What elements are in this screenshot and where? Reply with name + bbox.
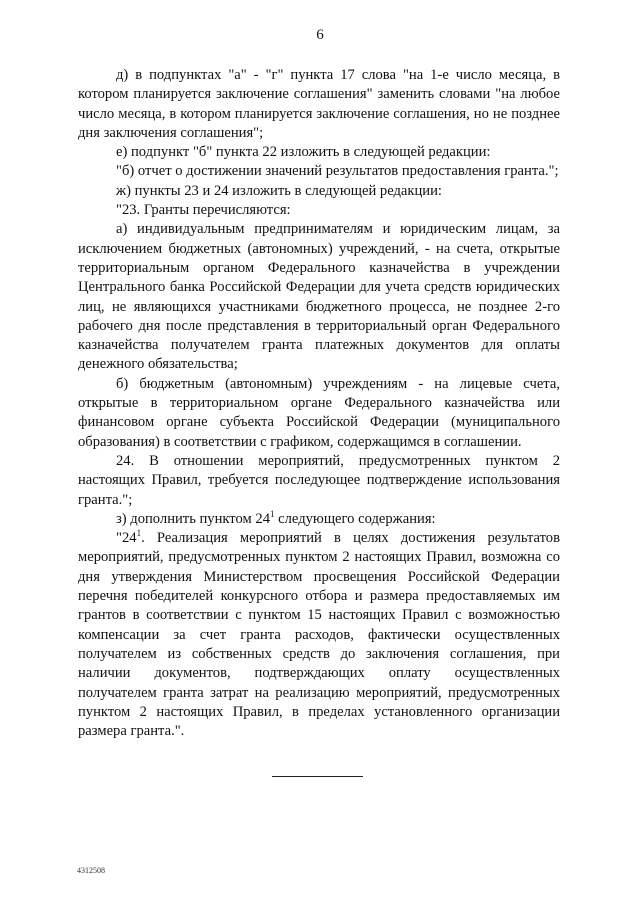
paragraph-24: 24. В отношении мероприятий, предусмотренных пунктом 2 настоящих Правил, требуется последующее подтверждение использования гранта.";	[78, 452, 560, 508]
paragraph-z	[78, 510, 560, 529]
paragraph-24-1-after: . Реализация мероприятий в целях достижения результатов мероприятий, предусмотренных пунктом 2 настоящих Правил, возможна со дня утверждения Министерством просвещения Российской Федерации перечня победителей конкурсного отбора и размера предоставляемых им грантов в соответствии с пунктом 15 настоящих Правил с возможностью компенсации за счет гранта расходов, фактически осуществленных получателем из собственных средств до заключения соглашения, при наличии документов, подтверждающих оплату осуществленных получателем гранта затрат на реализацию мероприятий, предусмотренных пунктом 2 настоящих Правил, в пределах установленного организации размера гранта.".	[78, 530, 560, 740]
paragraph-23-a: а) индивидуальным предпринимателям и юридическим лицам, за исключением бюджетных (автономных) учреждений, - на счета, открытые территориальным органом Федерального казначейства в учреждении Центрального банка Российской Федерации для учета средств юридических лиц, не являющихся участниками бюджетного процесса, не позднее 2-го рабочего дня после представления в территориальный орган Федерального казначейства получателем гранта платежных документов для оплаты денежного обязательства;	[78, 221, 560, 373]
document-code: 4312508	[77, 866, 105, 875]
paragraph-24-1	[78, 529, 560, 741]
paragraph-24-1-sup: 1	[136, 528, 142, 539]
paragraph-23-b: б) бюджетным (автономным) учреждениям - на лицевые счета, открытые в территориальном органе Федерального казначейства или финансовом органе субъекта Российской Федерации (муниципального образования) в соответствии с графиком, содержащимся в соглашении.	[78, 375, 560, 450]
paragraph-zh: ж) пункты 23 и 24 изложить в следующей редакции:	[116, 182, 442, 199]
paragraph-23-heading: "23. Гранты перечисляются:	[116, 202, 291, 219]
paragraph-e: е) подпункт "б" пункта 22 изложить в следующей редакции:	[116, 144, 491, 161]
paragraph-z-before: з) дополнить пунктом 24	[116, 510, 270, 527]
paragraph-d: д) в подпунктах "а" - "г" пункта 17 слова "на 1-е число месяца, в котором планируется заключение соглашения" заменить словами "на любое число месяца, в котором планируется заключение соглашения, но не позднее дня заключения соглашения";	[78, 67, 560, 141]
paragraph-z-sup: 1	[270, 508, 275, 519]
page-number: 6	[316, 27, 324, 43]
body-text	[78, 66, 560, 741]
paragraph-z-after: следующего содержания:	[274, 510, 436, 527]
paragraph-e-quote: "б) отчет о достижении значений результатов предоставления гранта.";	[116, 163, 559, 180]
paragraph-24-1-before: "24	[116, 530, 137, 547]
separator-line	[272, 776, 363, 777]
